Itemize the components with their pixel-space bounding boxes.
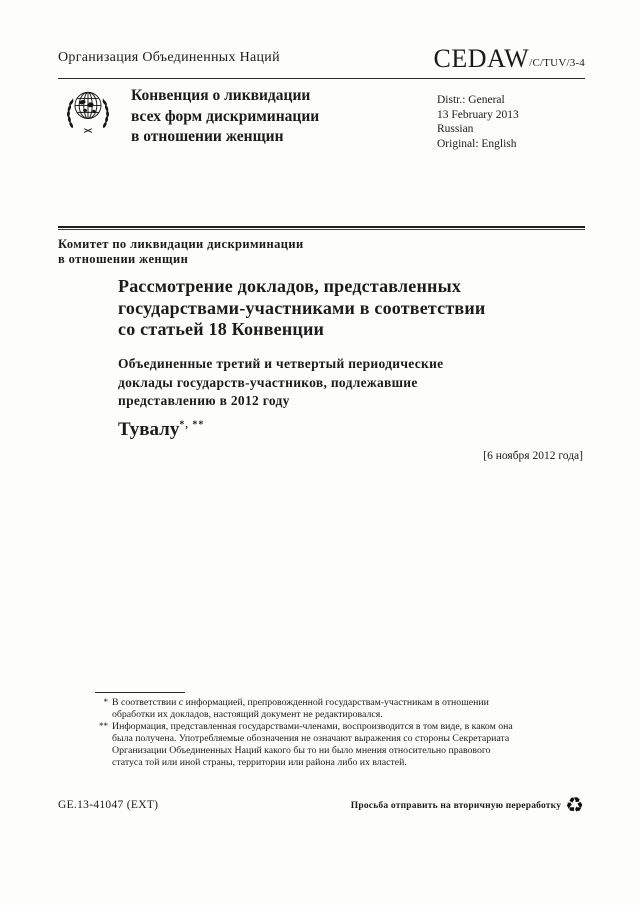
received-date: [6 ноября 2012 года] [483, 450, 583, 462]
country-name: Тувалу [118, 419, 180, 440]
footnotes [95, 697, 513, 770]
recycle-notice [351, 795, 584, 816]
document-symbol [433, 44, 585, 74]
footnote [95, 697, 513, 721]
footnote-text: Информация, представленная государствами-членами, воспроизводится в том виде, в каком она была получена. Употребляемые обозначения не означают выражения со стороны Секретариата Организации Объединенных Наций какого бы то ни было мнения относительно правового статуса той или иной страны, территории или района либо их властей. [112, 721, 513, 769]
subtitle-line: Объединенные третий и четвертый периодические [118, 356, 444, 371]
document-subtitle [118, 355, 443, 411]
footnote-text: В соответствии с информацией, препровожденной государствам-участникам в отношении обработки их докладов, настоящий документ не редактировался. [112, 697, 489, 721]
distr-original: Original: English [437, 137, 517, 150]
distr-line: Distr.: General [437, 94, 505, 106]
title-line: Рассмотрение докладов, представленных [118, 276, 462, 296]
distribution-block [437, 93, 519, 151]
document-symbol-sub: /C/TUV/3-4 [529, 57, 585, 69]
masthead-rule [58, 78, 585, 79]
document-symbol-main: CEDAW [433, 44, 530, 73]
subtitle-line: представлению в 2012 году [118, 393, 290, 408]
committee-rule [58, 226, 585, 230]
document-title [118, 276, 485, 341]
distr-language: Russian [437, 123, 474, 135]
un-emblem-icon [60, 84, 116, 138]
recycle-text: Просьба отправить на вторичную переработку [350, 800, 562, 811]
committee-line: Комитет по ликвидации дискриминации [58, 237, 304, 251]
convention-line: Конвенция о ликвидации [131, 87, 311, 104]
org-name: Организация Объединенных Наций [58, 50, 280, 65]
footnote-separator [95, 692, 185, 693]
title-line: государствами-участниками в соответствии [118, 297, 486, 318]
footnote-marker: ** [99, 721, 108, 732]
distr-date: 13 February 2013 [437, 108, 519, 121]
convention-line: всех форм дискриминации [131, 107, 320, 125]
country-heading [118, 419, 204, 441]
title-line: со статьей 18 Конвенции [118, 319, 325, 339]
country-footnote-refs: *, ** [179, 419, 205, 431]
convention-line: в отношении женщин [131, 128, 284, 145]
committee-heading [58, 237, 304, 266]
recycle-icon: ♻︎ [565, 793, 584, 817]
ge-number: GE.13-41047 (EXT) [58, 799, 159, 811]
footnote-marker: * [103, 697, 108, 707]
subtitle-line: доклады государств-участников, подлежавшие [118, 374, 418, 390]
convention-title [131, 86, 319, 148]
footnote [95, 721, 513, 769]
committee-line: в отношении женщин [58, 251, 189, 266]
